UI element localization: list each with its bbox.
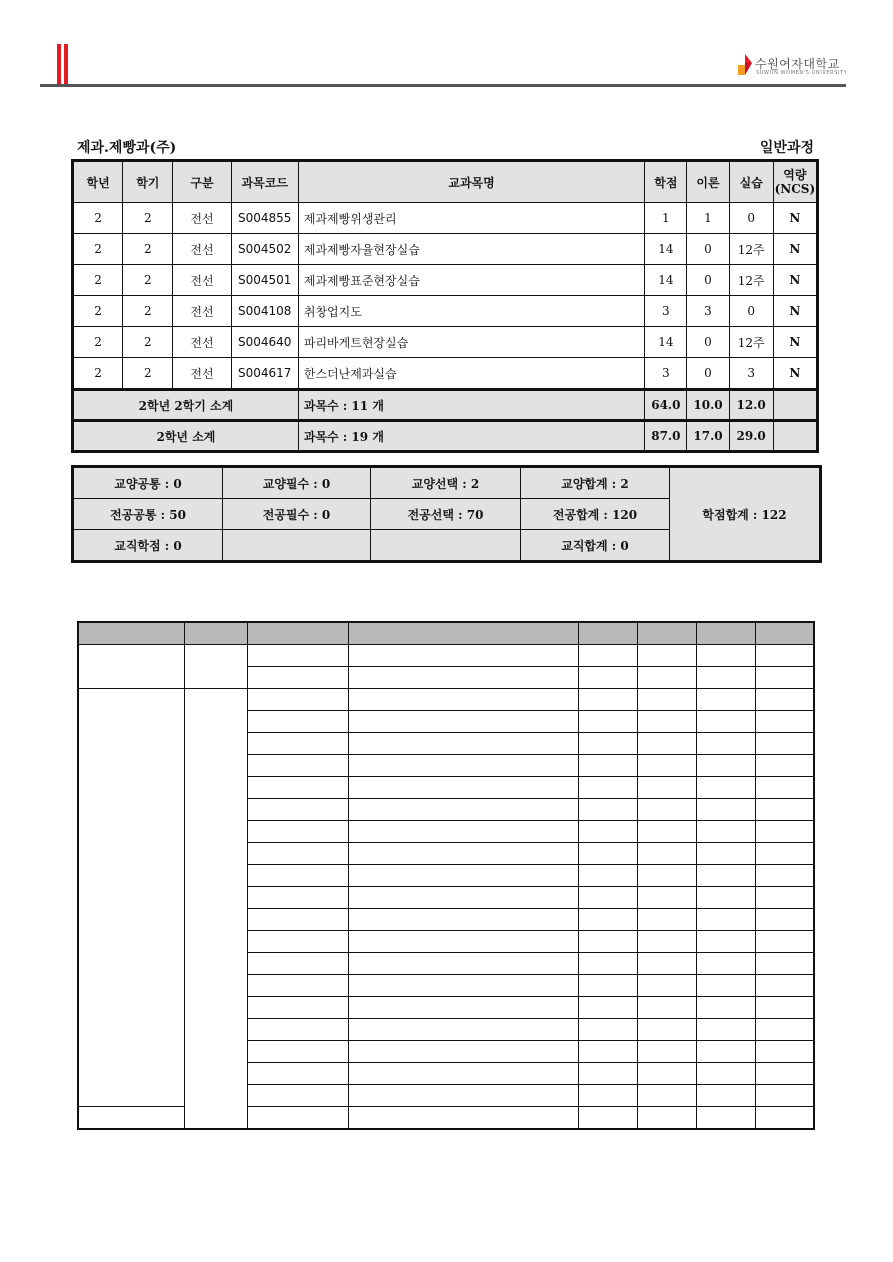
empty-cell (348, 733, 578, 755)
empty-cell (348, 909, 578, 931)
subtotal-ncs (773, 390, 817, 421)
blank-header-row (78, 622, 814, 645)
empty-cell (348, 1019, 578, 1041)
empty-cell (637, 997, 696, 1019)
empty-cell (696, 1041, 755, 1063)
course-theory: 0 (687, 358, 729, 390)
empty-cell (637, 1019, 696, 1041)
header-year: 학년 (73, 161, 123, 203)
empty-cell (348, 1041, 578, 1063)
empty-cell (78, 689, 184, 1107)
empty-cell (184, 622, 247, 645)
course-practice: 0 (729, 203, 773, 234)
empty-cell (696, 975, 755, 997)
summary-row (73, 467, 821, 499)
course-category: 전선 (173, 327, 231, 358)
course-name: 제과제빵위생관리 (298, 203, 644, 234)
empty-cell (637, 689, 696, 711)
course-year: 2 (73, 203, 123, 234)
course-category: 전선 (173, 296, 231, 327)
empty-cell (578, 755, 637, 777)
course-code: S004640 (231, 327, 298, 358)
empty-cell (755, 645, 814, 667)
header-accent-bar-right (64, 44, 68, 84)
empty-cell (755, 865, 814, 887)
empty-cell (247, 843, 348, 865)
empty-cell (348, 777, 578, 799)
empty-cell (348, 997, 578, 1019)
course-row (73, 203, 818, 234)
course-theory: 3 (687, 296, 729, 327)
course-theory: 0 (687, 327, 729, 358)
header-accent-bar-left (57, 44, 61, 84)
empty-cell (637, 645, 696, 667)
empty-cell (637, 777, 696, 799)
summary-major-total: 전공합계 : 120 (521, 499, 670, 530)
course-semester: 2 (123, 296, 173, 327)
course-category: 전선 (173, 265, 231, 296)
course-ncs: N (773, 296, 817, 327)
empty-cell (578, 821, 637, 843)
empty-cell (247, 975, 348, 997)
empty-cell (348, 689, 578, 711)
header-divider (40, 84, 846, 87)
empty-cell (247, 821, 348, 843)
course-code: S004617 (231, 358, 298, 390)
subtotal-count: 과목수 : 19 개 (298, 421, 644, 452)
empty-cell (578, 997, 637, 1019)
empty-cell (247, 667, 348, 689)
subtotal-practice: 12.0 (729, 390, 773, 421)
empty-cell (755, 1085, 814, 1107)
empty-cell (578, 799, 637, 821)
course-row (73, 296, 818, 327)
subtotal-practice: 29.0 (729, 421, 773, 452)
summary-empty-cell (371, 530, 521, 562)
empty-cell (348, 755, 578, 777)
empty-cell (247, 733, 348, 755)
empty-cell (755, 953, 814, 975)
course-credits: 3 (645, 358, 687, 390)
empty-cell (696, 909, 755, 931)
course-ncs: N (773, 234, 817, 265)
empty-cell (696, 997, 755, 1019)
empty-cell (637, 799, 696, 821)
empty-cell (696, 1063, 755, 1085)
empty-cell (755, 843, 814, 865)
subtotal-theory: 17.0 (687, 421, 729, 452)
course-credits: 3 (645, 296, 687, 327)
subtotal-label: 2학년 2학기 소계 (73, 390, 299, 421)
summary-general-elective: 교양선택 : 2 (371, 467, 521, 499)
empty-cell (696, 622, 755, 645)
course-practice: 0 (729, 296, 773, 327)
credit-summary-table (71, 465, 822, 563)
course-credits: 14 (645, 327, 687, 358)
blank-course-table (77, 621, 815, 1130)
subtotal-credits: 64.0 (645, 390, 687, 421)
empty-cell (696, 733, 755, 755)
course-row (73, 327, 818, 358)
department-title: 제과.제빵과(주) (77, 140, 177, 156)
empty-cell (696, 1019, 755, 1041)
course-semester: 2 (123, 265, 173, 296)
subtotal-ncs (773, 421, 817, 452)
empty-cell (348, 799, 578, 821)
course-ncs: N (773, 203, 817, 234)
empty-cell (755, 931, 814, 953)
course-category: 전선 (173, 358, 231, 390)
empty-cell (578, 975, 637, 997)
course-theory: 0 (687, 234, 729, 265)
empty-cell (247, 1107, 348, 1130)
empty-cell (755, 1041, 814, 1063)
course-year: 2 (73, 234, 123, 265)
empty-cell (696, 821, 755, 843)
empty-cell (247, 711, 348, 733)
blank-row (78, 645, 814, 667)
empty-cell (348, 865, 578, 887)
empty-cell (696, 865, 755, 887)
empty-cell (578, 1019, 637, 1041)
empty-cell (578, 711, 637, 733)
header-ncs: 역량 (NCS) (773, 161, 817, 203)
course-semester: 2 (123, 358, 173, 390)
course-name: 제과제빵자율현장실습 (298, 234, 644, 265)
empty-cell (637, 843, 696, 865)
course-practice: 12주 (729, 265, 773, 296)
empty-cell (578, 865, 637, 887)
subtotal-label: 2학년 소계 (73, 421, 299, 452)
empty-cell (578, 887, 637, 909)
empty-cell (696, 1085, 755, 1107)
empty-cell (755, 799, 814, 821)
course-practice: 12주 (729, 234, 773, 265)
empty-cell (247, 931, 348, 953)
empty-cell (247, 865, 348, 887)
subtotal-row (73, 390, 818, 421)
empty-cell (247, 997, 348, 1019)
course-table-header (73, 161, 818, 203)
empty-cell (755, 975, 814, 997)
empty-cell (696, 667, 755, 689)
empty-cell (637, 1041, 696, 1063)
empty-cell (755, 1063, 814, 1085)
course-credits: 1 (645, 203, 687, 234)
empty-cell (755, 909, 814, 931)
empty-cell (755, 667, 814, 689)
course-practice: 3 (729, 358, 773, 390)
empty-cell (755, 777, 814, 799)
empty-cell (578, 689, 637, 711)
empty-cell (637, 755, 696, 777)
empty-cell (247, 689, 348, 711)
course-row (73, 358, 818, 390)
course-type-label: 일반과정 (759, 140, 814, 156)
empty-cell (637, 1063, 696, 1085)
empty-cell (696, 755, 755, 777)
empty-cell (348, 645, 578, 667)
empty-cell (184, 645, 247, 689)
empty-cell (696, 711, 755, 733)
empty-cell (247, 799, 348, 821)
empty-cell (247, 1085, 348, 1107)
course-ncs: N (773, 327, 817, 358)
header-theory: 이론 (687, 161, 729, 203)
empty-cell (247, 887, 348, 909)
empty-cell (578, 777, 637, 799)
empty-cell (348, 843, 578, 865)
course-year: 2 (73, 265, 123, 296)
course-semester: 2 (123, 234, 173, 265)
empty-cell (348, 887, 578, 909)
empty-cell (578, 909, 637, 931)
empty-cell (578, 622, 637, 645)
subtotal-theory: 10.0 (687, 390, 729, 421)
empty-cell (578, 667, 637, 689)
course-ncs: N (773, 358, 817, 390)
summary-general-common: 교양공통 : 0 (73, 467, 223, 499)
subtotal-credits: 87.0 (645, 421, 687, 452)
empty-cell (755, 1019, 814, 1041)
empty-cell (78, 622, 184, 645)
empty-cell (348, 1063, 578, 1085)
empty-cell (637, 909, 696, 931)
empty-cell (696, 887, 755, 909)
empty-cell (637, 931, 696, 953)
empty-cell (578, 733, 637, 755)
empty-cell (637, 975, 696, 997)
course-year: 2 (73, 296, 123, 327)
empty-cell (755, 733, 814, 755)
empty-cell (348, 1085, 578, 1107)
empty-cell (348, 711, 578, 733)
empty-cell (247, 622, 348, 645)
empty-cell (578, 931, 637, 953)
empty-cell (578, 953, 637, 975)
course-table (71, 159, 819, 453)
summary-teaching-credits: 교직학점 : 0 (73, 530, 223, 562)
empty-cell (637, 821, 696, 843)
summary-major-required: 전공필수 : 0 (223, 499, 371, 530)
empty-cell (578, 1085, 637, 1107)
empty-cell (247, 953, 348, 975)
empty-cell (78, 1107, 184, 1130)
empty-cell (755, 622, 814, 645)
empty-cell (247, 755, 348, 777)
course-code: S004501 (231, 265, 298, 296)
empty-cell (755, 997, 814, 1019)
course-theory: 1 (687, 203, 729, 234)
empty-cell (696, 843, 755, 865)
summary-major-common: 전공공통 : 50 (73, 499, 223, 530)
empty-cell (637, 953, 696, 975)
course-credits: 14 (645, 234, 687, 265)
summary-empty-cell (223, 530, 371, 562)
empty-cell (247, 645, 348, 667)
empty-cell (637, 667, 696, 689)
summary-general-total: 교양합계 : 2 (521, 467, 670, 499)
summary-major-elective: 전공선택 : 70 (371, 499, 521, 530)
summary-general-required: 교양필수 : 0 (223, 467, 371, 499)
empty-cell (637, 733, 696, 755)
subtotal-row (73, 421, 818, 452)
empty-cell (247, 1063, 348, 1085)
empty-cell (247, 1019, 348, 1041)
course-year: 2 (73, 327, 123, 358)
course-practice: 12주 (729, 327, 773, 358)
course-semester: 2 (123, 203, 173, 234)
empty-cell (696, 1107, 755, 1130)
course-category: 전선 (173, 203, 231, 234)
empty-cell (578, 843, 637, 865)
course-row (73, 234, 818, 265)
header-code: 과목코드 (231, 161, 298, 203)
empty-cell (637, 711, 696, 733)
subtotal-count: 과목수 : 11 개 (298, 390, 644, 421)
empty-cell (755, 1107, 814, 1130)
course-code: S004108 (231, 296, 298, 327)
empty-cell (247, 1041, 348, 1063)
course-name: 파리바게트현장실습 (298, 327, 644, 358)
empty-cell (348, 953, 578, 975)
empty-cell (696, 953, 755, 975)
empty-cell (348, 821, 578, 843)
summary-teaching-total: 교직합계 : 0 (521, 530, 670, 562)
empty-cell (755, 755, 814, 777)
empty-cell (578, 645, 637, 667)
course-ncs: N (773, 265, 817, 296)
header-category: 구분 (173, 161, 231, 203)
course-name: 제과제빵표준현장실습 (298, 265, 644, 296)
empty-cell (755, 821, 814, 843)
empty-cell (348, 975, 578, 997)
empty-cell (696, 689, 755, 711)
course-code: S004855 (231, 203, 298, 234)
course-category: 전선 (173, 234, 231, 265)
empty-cell (578, 1107, 637, 1130)
logo-english-text: SUWON WOMEN'S UNIVERSITY (756, 70, 848, 76)
empty-cell (696, 645, 755, 667)
empty-cell (637, 865, 696, 887)
empty-cell (247, 777, 348, 799)
course-credits: 14 (645, 265, 687, 296)
course-semester: 2 (123, 327, 173, 358)
empty-cell (637, 887, 696, 909)
empty-cell (348, 931, 578, 953)
course-row (73, 265, 818, 296)
empty-cell (348, 622, 578, 645)
empty-cell (755, 689, 814, 711)
header-credits: 학점 (645, 161, 687, 203)
course-code: S004502 (231, 234, 298, 265)
empty-cell (755, 887, 814, 909)
course-theory: 0 (687, 265, 729, 296)
empty-cell (637, 1085, 696, 1107)
course-name: 취창업지도 (298, 296, 644, 327)
university-logo (737, 52, 847, 80)
empty-cell (696, 777, 755, 799)
empty-cell (348, 667, 578, 689)
empty-cell (348, 1107, 578, 1130)
course-year: 2 (73, 358, 123, 390)
logo-korean-text: 수원여자대학교 (755, 57, 840, 71)
summary-grand-total: 학점합계 : 122 (670, 467, 821, 562)
empty-cell (184, 689, 247, 1130)
header-name: 교과목명 (298, 161, 644, 203)
empty-cell (78, 645, 184, 689)
empty-cell (755, 711, 814, 733)
empty-cell (578, 1041, 637, 1063)
empty-cell (637, 1107, 696, 1130)
empty-cell (637, 622, 696, 645)
empty-cell (696, 799, 755, 821)
empty-cell (696, 931, 755, 953)
course-name: 한스더난제과실습 (298, 358, 644, 390)
header-semester: 학기 (123, 161, 173, 203)
logo-emblem-icon (737, 54, 753, 76)
blank-row (78, 689, 814, 711)
empty-cell (247, 909, 348, 931)
header-practice: 실습 (729, 161, 773, 203)
empty-cell (578, 1063, 637, 1085)
